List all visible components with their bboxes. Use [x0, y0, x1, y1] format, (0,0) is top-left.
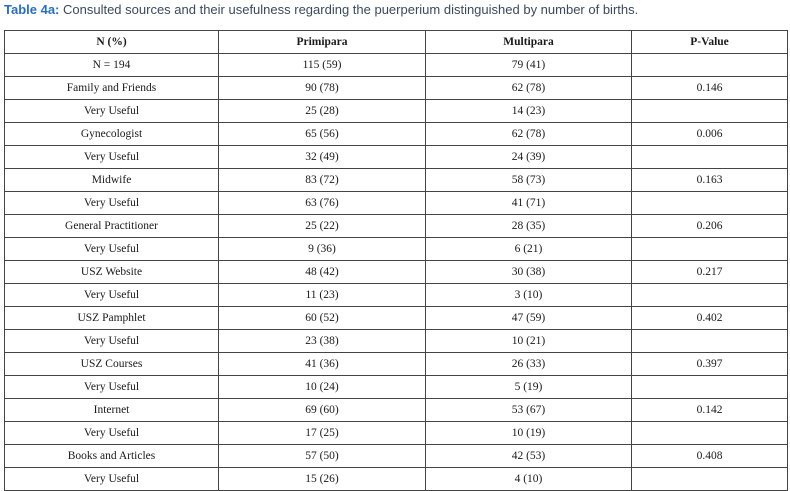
- table-cell: Midwife: [5, 169, 219, 192]
- table-cell: 0.206: [632, 215, 788, 238]
- table-cell: Gynecologist: [5, 123, 219, 146]
- table-row: [5, 330, 788, 353]
- table-cell: Books and Articles: [5, 445, 219, 468]
- table-cell: 25 (22): [219, 215, 426, 238]
- table-cell: 26 (33): [426, 353, 632, 376]
- table-cell: 25 (28): [219, 100, 426, 123]
- table-row: [5, 353, 788, 376]
- table-row: [5, 77, 788, 100]
- table-cell: 69 (60): [219, 399, 426, 422]
- table-cell: Very Useful: [5, 146, 219, 169]
- table-cell: 0.146: [632, 77, 788, 100]
- header-cell: Multipara: [426, 31, 632, 54]
- table-cell: 60 (52): [219, 307, 426, 330]
- table-cell: Very Useful: [5, 192, 219, 215]
- table-cell: USZ Pamphlet: [5, 307, 219, 330]
- table-cell: [632, 330, 788, 353]
- table-cell: 115 (59): [219, 54, 426, 77]
- table-row: [5, 123, 788, 146]
- table-cell: 79 (41): [426, 54, 632, 77]
- table-header-row: [5, 31, 788, 54]
- table-cell: 9 (36): [219, 238, 426, 261]
- table-cell: 65 (56): [219, 123, 426, 146]
- table-cell: 23 (38): [219, 330, 426, 353]
- table-cell: 48 (42): [219, 261, 426, 284]
- table-cell: 47 (59): [426, 307, 632, 330]
- table-row: [5, 399, 788, 422]
- table-cell: [632, 284, 788, 307]
- table-cell: Very Useful: [5, 238, 219, 261]
- table-row: [5, 445, 788, 468]
- table-cell: 83 (72): [219, 169, 426, 192]
- data-table: [4, 30, 788, 491]
- table-row: [5, 54, 788, 77]
- table-row: [5, 376, 788, 399]
- table-cell: USZ Courses: [5, 353, 219, 376]
- table-cell: [632, 100, 788, 123]
- table-caption-label: Table 4a:: [4, 2, 60, 17]
- table-cell: Very Useful: [5, 422, 219, 445]
- table-cell: 0.006: [632, 123, 788, 146]
- table-cell: 10 (19): [426, 422, 632, 445]
- table-cell: 14 (23): [426, 100, 632, 123]
- table-cell: 11 (23): [219, 284, 426, 307]
- table-cell: Very Useful: [5, 284, 219, 307]
- table-cell: 42 (53): [426, 445, 632, 468]
- table-cell: [632, 238, 788, 261]
- table-cell: 0.402: [632, 307, 788, 330]
- table-cell: 0.217: [632, 261, 788, 284]
- table-cell: Family and Friends: [5, 77, 219, 100]
- table-cell: [632, 422, 788, 445]
- table-cell: 30 (38): [426, 261, 632, 284]
- table-row: [5, 422, 788, 445]
- table-cell: 6 (21): [426, 238, 632, 261]
- table-row: [5, 238, 788, 261]
- table-cell: [632, 468, 788, 491]
- header-cell: Primipara: [219, 31, 426, 54]
- table-row: [5, 284, 788, 307]
- table-row: [5, 192, 788, 215]
- table-cell: [632, 192, 788, 215]
- table-cell: 62 (78): [426, 123, 632, 146]
- table-cell: General Practitioner: [5, 215, 219, 238]
- table-cell: 0.163: [632, 169, 788, 192]
- table-cell: 28 (35): [426, 215, 632, 238]
- table-row: [5, 468, 788, 491]
- table-cell: 41 (36): [219, 353, 426, 376]
- header-cell: P-Value: [632, 31, 788, 54]
- table-cell: 5 (19): [426, 376, 632, 399]
- table-row: [5, 169, 788, 192]
- table-cell: 15 (26): [219, 468, 426, 491]
- table-cell: Internet: [5, 399, 219, 422]
- table-cell: N = 194: [5, 54, 219, 77]
- table-row: [5, 100, 788, 123]
- table-cell: 10 (21): [426, 330, 632, 353]
- table-cell: 41 (71): [426, 192, 632, 215]
- table-cell: Very Useful: [5, 330, 219, 353]
- table-cell: 24 (39): [426, 146, 632, 169]
- table-cell: 0.142: [632, 399, 788, 422]
- table-cell: 63 (76): [219, 192, 426, 215]
- table-cell: Very Useful: [5, 468, 219, 491]
- table-cell: 62 (78): [426, 77, 632, 100]
- table-row: [5, 307, 788, 330]
- table-cell: [632, 376, 788, 399]
- table-cell: [632, 54, 788, 77]
- table-cell: [632, 146, 788, 169]
- table-cell: 53 (67): [426, 399, 632, 422]
- table-caption-text: Consulted sources and their usefulness regarding the puerperium distinguished by number of births.: [59, 2, 639, 17]
- table-row: [5, 261, 788, 284]
- table-cell: 10 (24): [219, 376, 426, 399]
- table-cell: 32 (49): [219, 146, 426, 169]
- table-cell: 90 (78): [219, 77, 426, 100]
- table-cell: 3 (10): [426, 284, 632, 307]
- table-cell: Very Useful: [5, 100, 219, 123]
- header-cell: N (%): [5, 31, 219, 54]
- table-body: [5, 54, 788, 491]
- table-row: [5, 215, 788, 238]
- table-cell: Very Useful: [5, 376, 219, 399]
- table-row: [5, 146, 788, 169]
- table-cell: 4 (10): [426, 468, 632, 491]
- table-cell: 57 (50): [219, 445, 426, 468]
- table-cell: USZ Website: [5, 261, 219, 284]
- table-cell: 0.397: [632, 353, 788, 376]
- table-caption: [4, 2, 786, 17]
- table-cell: 58 (73): [426, 169, 632, 192]
- table-cell: 0.408: [632, 445, 788, 468]
- table-cell: 17 (25): [219, 422, 426, 445]
